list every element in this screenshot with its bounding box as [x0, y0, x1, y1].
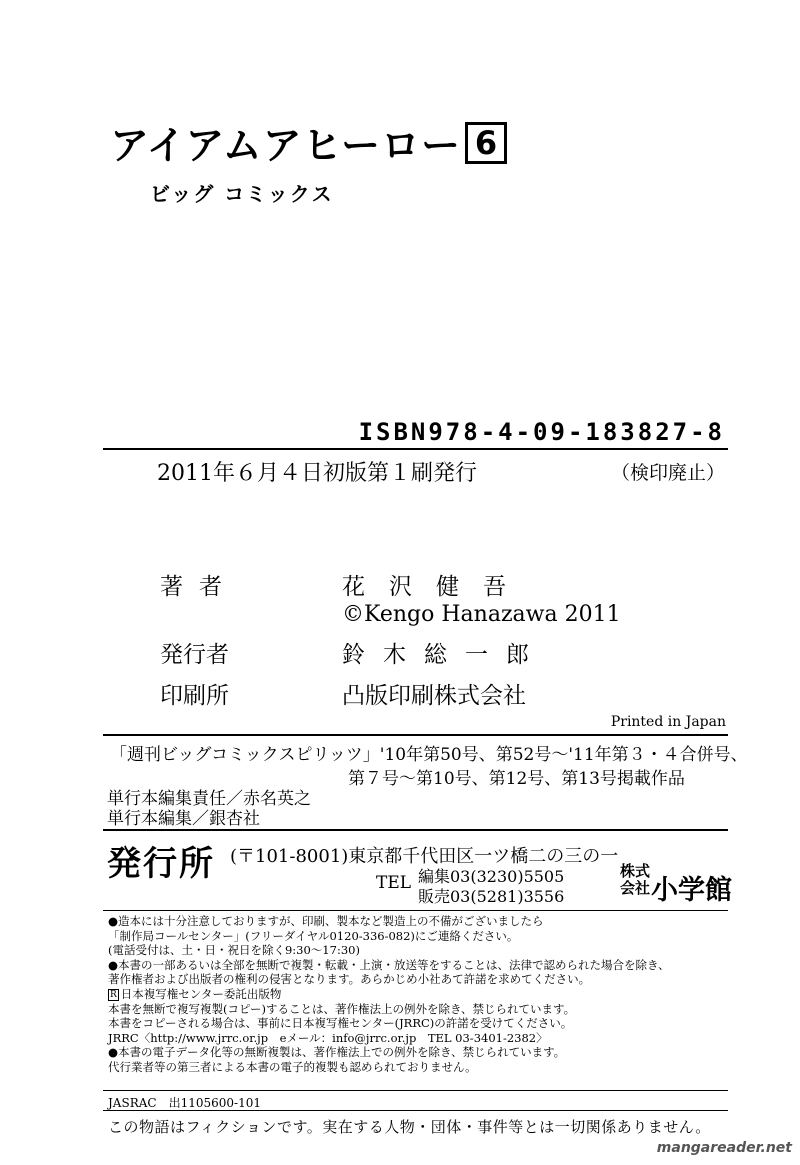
- author-label: 著者: [160, 574, 238, 600]
- note-line: ●本書の一部あるいは全部を無断で複製・転載・上演・放送等をすることは、法律で認められた場合を除き、: [108, 957, 670, 972]
- isbn-number: ISBN978-4-09-183827-8: [358, 418, 725, 446]
- note-line: R 日本複写権センター委託出版物: [110, 986, 282, 1001]
- note-line: ●造本には十分注意しておりますが、印刷、製本など製造上の不備がございましたら: [108, 914, 544, 928]
- company-name: 小学館: [651, 875, 732, 906]
- note-line: 本書を無断で複写複製(コピー)することは、著作権法上の例外を除き、禁じられています。: [108, 1001, 576, 1016]
- note-line: 「制作局コールセンター」(フリーダイヤル0120-336-082)にご連絡ください。: [108, 928, 519, 943]
- editor-responsibility: 単行本編集責任／赤名英之: [107, 789, 311, 809]
- divider-notes: [103, 910, 728, 911]
- tel-label: TEL: [376, 873, 412, 893]
- note-line: JRRC〈http://www.jrrc.or.jp eメール：info@jrrc.or.jp TEL 03-3401-2382〉: [108, 1030, 548, 1045]
- company-type: 株式会社: [620, 862, 651, 897]
- publication-date: 2011年６月４日初版第１刷発行: [157, 461, 477, 486]
- note-line: ●本書の電子データ化等の無断複製は、著作権法上での例外を除き、禁じられています。: [108, 1045, 566, 1060]
- issuer-address: (〒101-8001)東京都千代田区一ツ橋二の三の一: [230, 846, 619, 867]
- divider-top: [103, 448, 728, 450]
- publisher-name: 鈴木総一郎: [342, 642, 547, 668]
- book-title: アイアムアヒーロー: [110, 124, 462, 169]
- divider-jasrac-bottom: [103, 1110, 728, 1111]
- author-name: 花沢健吾: [342, 574, 530, 600]
- printed-in-label: Printed in Japan: [610, 714, 726, 730]
- note-line: 著作権者および出版者の権利の侵害となります。あらかじめ小社あて許諾を求めてください。: [108, 972, 591, 987]
- fiction-disclaimer: この物語はフィクションです。実在する人物・団体・事件等とは一切関係ありません。: [108, 1118, 711, 1136]
- note-line: 代行業者等の第三者による本書の電子的複製も認められておりません。: [108, 1059, 477, 1074]
- volume-number-box: 6: [465, 122, 507, 164]
- tel-sales: 販売03(5281)3556: [418, 887, 565, 906]
- divider-middle: [103, 734, 728, 736]
- editing-company: 単行本編集／銀杏社: [107, 809, 260, 829]
- serialization-line-1: 「週刊ビッグコミックスピリッツ」'10年第50号、第52号～'11年第３・４合併号、: [110, 745, 748, 765]
- printer-label: 印刷所: [160, 683, 229, 709]
- title-row: [110, 118, 507, 168]
- site-watermark: mangareader.net: [656, 1140, 792, 1156]
- tel-editorial: 編集03(3230)5505: [418, 867, 565, 886]
- registered-r-icon: R: [110, 989, 117, 1000]
- copyright-line: ©Kengo Hanazawa 2011: [342, 602, 621, 627]
- printer-name: 凸版印刷株式会社: [342, 683, 526, 709]
- seal-note: （検印廃止）: [610, 462, 725, 484]
- series-label: ビッグ コミックス: [150, 182, 334, 206]
- jasrac-code: JASRAC 出1105600-101: [108, 1096, 261, 1110]
- publisher-label: 発行者: [160, 642, 229, 668]
- divider-issuer: [103, 829, 728, 831]
- serialization-line-2: 第７号～第10号、第12号、第13号掲載作品: [348, 769, 685, 789]
- note-line: (電話受付は、土・日・祝日を除く9:30～17:30): [108, 943, 360, 958]
- legal-notes: [108, 914, 670, 1075]
- issuer-label: 発行所: [107, 844, 215, 884]
- note-line: 本書をコピーされる場合は、事前に日本複写権センター(JRRC)の許諾を受けてください。: [108, 1016, 573, 1031]
- divider-jasrac-top: [103, 1090, 728, 1091]
